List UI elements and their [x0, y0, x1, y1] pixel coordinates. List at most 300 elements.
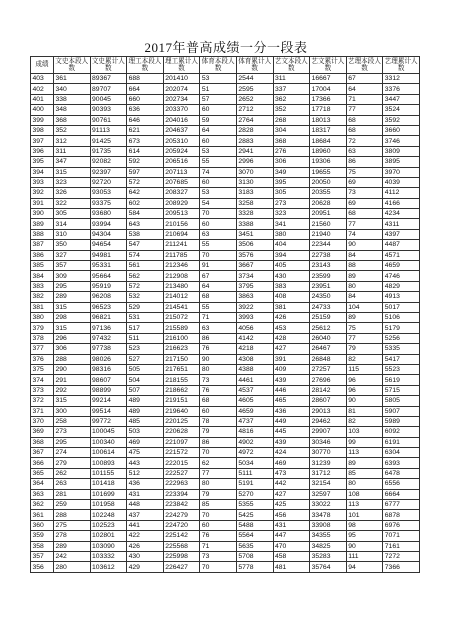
count-cell: 3746	[383, 136, 420, 146]
count-cell: 24350	[310, 292, 347, 302]
table-row	[31, 448, 420, 458]
table-row	[31, 209, 420, 219]
count-cell: 23599	[310, 271, 347, 281]
count-cell: 5635	[236, 541, 273, 551]
count-cell: 89	[346, 458, 383, 468]
count-cell: 426	[273, 312, 310, 322]
count-cell: 456	[273, 510, 310, 520]
count-cell: 94	[346, 562, 383, 572]
score-cell: 396	[31, 146, 54, 156]
count-cell: 115	[346, 364, 383, 374]
count-cell: 19655	[310, 167, 347, 177]
count-cell: 23951	[310, 281, 347, 291]
count-cell: 391	[273, 354, 310, 364]
table-row	[31, 292, 420, 302]
count-cell: 95919	[90, 281, 127, 291]
table-row	[31, 250, 420, 260]
table-row	[31, 323, 420, 333]
count-cell: 89707	[90, 84, 127, 94]
count-cell: 429	[127, 562, 164, 572]
count-cell: 3070	[236, 167, 273, 177]
count-cell: 298	[53, 312, 90, 322]
count-cell: 2941	[236, 146, 273, 156]
count-cell: 275	[53, 520, 90, 530]
count-cell: 98899	[90, 385, 127, 395]
count-cell: 442	[273, 479, 310, 489]
count-cell: 5989	[383, 416, 420, 426]
count-cell: 291	[53, 375, 90, 385]
count-cell: 63	[346, 146, 383, 156]
count-cell: 517	[127, 323, 164, 333]
count-cell: 614	[127, 146, 164, 156]
count-cell: 5488	[236, 520, 273, 530]
count-cell: 208929	[163, 198, 200, 208]
count-cell: 511	[127, 333, 164, 343]
score-cell: 357	[31, 551, 54, 561]
count-cell: 7366	[383, 562, 420, 572]
count-cell: 3576	[236, 250, 273, 260]
count-cell: 89367	[90, 74, 127, 84]
count-cell: 3388	[236, 219, 273, 229]
table-row	[31, 302, 420, 312]
count-cell: 59	[200, 115, 237, 125]
count-cell: 4737	[236, 416, 273, 426]
score-cell: 364	[31, 479, 54, 489]
count-cell: 71	[200, 312, 237, 322]
count-cell: 349	[273, 167, 310, 177]
count-cell: 54	[200, 198, 237, 208]
count-cell: 220628	[163, 427, 200, 437]
score-cell: 366	[31, 458, 54, 468]
count-cell: 90761	[90, 115, 127, 125]
count-cell: 523	[127, 344, 164, 354]
count-cell: 5106	[383, 312, 420, 322]
count-cell: 352	[53, 125, 90, 135]
count-cell: 4537	[236, 385, 273, 395]
count-cell: 3895	[383, 157, 420, 167]
score-cell: 379	[31, 323, 54, 333]
count-cell: 222527	[163, 468, 200, 478]
count-cell: 4112	[383, 188, 420, 198]
count-cell: 4659	[383, 261, 420, 271]
count-cell: 436	[127, 479, 164, 489]
count-cell: 71	[346, 94, 383, 104]
count-cell: 78	[200, 416, 237, 426]
count-cell: 93053	[90, 188, 127, 198]
count-cell: 30346	[310, 437, 347, 447]
count-cell: 592	[127, 157, 164, 167]
count-cell: 5417	[383, 354, 420, 364]
count-cell: 422	[127, 531, 164, 541]
count-cell: 6304	[383, 448, 420, 458]
count-cell: 63	[200, 229, 237, 239]
count-cell: 395	[273, 177, 310, 187]
count-cell: 208327	[163, 188, 200, 198]
count-cell: 100340	[90, 437, 127, 447]
count-cell: 446	[273, 385, 310, 395]
count-cell: 98	[346, 520, 383, 530]
count-cell: 64	[200, 125, 237, 135]
column-header: 艺理本段人数	[348, 57, 381, 72]
count-cell: 347	[53, 157, 90, 167]
count-cell: 273	[273, 198, 310, 208]
score-cell: 382	[31, 292, 54, 302]
count-cell: 79	[200, 489, 237, 499]
score-cell: 399	[31, 115, 54, 125]
count-cell: 4487	[383, 240, 420, 250]
count-cell: 242	[53, 551, 90, 561]
count-cell: 4397	[383, 229, 420, 239]
count-cell: 80	[346, 479, 383, 489]
count-cell: 5564	[236, 531, 273, 541]
count-cell: 101958	[90, 500, 127, 510]
count-cell: 4571	[383, 250, 420, 260]
count-cell: 4234	[383, 209, 420, 219]
count-cell: 32597	[310, 489, 347, 499]
count-cell: 203370	[163, 105, 200, 115]
count-cell: 348	[53, 105, 90, 115]
count-cell: 70	[200, 510, 237, 520]
count-cell: 584	[127, 209, 164, 219]
count-cell: 425	[273, 500, 310, 510]
score-cell: 367	[31, 448, 54, 458]
column-header: 体育本段人数	[201, 57, 235, 72]
count-cell: 25159	[310, 312, 347, 322]
count-cell: 4913	[383, 292, 420, 302]
count-cell: 98316	[90, 364, 127, 374]
count-cell: 3376	[383, 84, 420, 94]
count-cell: 4388	[236, 364, 273, 374]
count-cell: 99214	[90, 396, 127, 406]
count-cell: 101	[346, 510, 383, 520]
count-cell: 426	[127, 541, 164, 551]
count-cell: 73	[200, 551, 237, 561]
count-cell: 27696	[310, 375, 347, 385]
count-cell: 673	[127, 136, 164, 146]
count-cell: 219640	[163, 406, 200, 416]
count-cell: 3524	[383, 105, 420, 115]
count-cell: 84	[346, 250, 383, 260]
count-cell: 357	[53, 261, 90, 271]
table-row	[31, 551, 420, 561]
count-cell: 3809	[383, 146, 420, 156]
count-cell: 5907	[383, 406, 420, 416]
count-cell: 60	[200, 136, 237, 146]
column-header: 成绩	[31, 57, 54, 74]
count-cell: 4308	[236, 354, 273, 364]
count-cell: 108	[346, 489, 383, 499]
count-cell: 6878	[383, 510, 420, 520]
score-distribution-table	[30, 56, 420, 573]
count-cell: 688	[127, 74, 164, 84]
count-cell: 100614	[90, 448, 127, 458]
count-cell: 68	[200, 396, 237, 406]
count-cell: 94654	[90, 240, 127, 250]
count-cell: 3312	[383, 74, 420, 84]
table-header	[31, 57, 420, 74]
count-cell: 74	[346, 229, 383, 239]
count-cell: 475	[127, 448, 164, 458]
count-cell: 5335	[383, 344, 420, 354]
count-cell: 97136	[90, 323, 127, 333]
count-cell: 29462	[310, 416, 347, 426]
count-cell: 5034	[236, 458, 273, 468]
count-cell: 206516	[163, 157, 200, 167]
count-cell: 507	[127, 385, 164, 395]
count-cell: 3667	[236, 261, 273, 271]
count-cell: 572	[127, 281, 164, 291]
count-cell: 6393	[383, 458, 420, 468]
count-cell: 5256	[383, 333, 420, 343]
count-cell: 2996	[236, 157, 273, 167]
count-cell: 3328	[236, 209, 273, 219]
count-cell: 4461	[236, 375, 273, 385]
count-cell: 289	[53, 292, 90, 302]
count-cell: 273	[53, 427, 90, 437]
count-cell: 35283	[310, 551, 347, 561]
count-cell: 34825	[310, 541, 347, 551]
count-cell: 217150	[163, 354, 200, 364]
table-row	[31, 94, 420, 104]
count-cell: 5017	[383, 302, 420, 312]
count-cell: 111	[346, 551, 383, 561]
count-cell: 20951	[310, 209, 347, 219]
count-cell: 57	[200, 94, 237, 104]
count-cell: 408	[273, 292, 310, 302]
count-cell: 439	[273, 375, 310, 385]
count-cell: 503	[127, 427, 164, 437]
score-cell: 397	[31, 136, 54, 146]
count-cell: 315	[53, 323, 90, 333]
count-cell: 338	[53, 94, 90, 104]
count-cell: 218155	[163, 375, 200, 385]
count-cell: 431	[127, 489, 164, 499]
count-cell: 636	[127, 105, 164, 115]
count-cell: 77	[346, 219, 383, 229]
count-cell: 642	[127, 188, 164, 198]
count-cell: 25612	[310, 323, 347, 333]
score-cell: 361	[31, 510, 54, 520]
count-cell: 55	[200, 302, 237, 312]
table-row	[31, 136, 420, 146]
column-header: 艺文本段人数	[274, 57, 308, 72]
count-cell: 561	[127, 261, 164, 271]
count-cell: 361	[53, 74, 90, 84]
count-cell: 207113	[163, 167, 200, 177]
count-cell: 295	[53, 437, 90, 447]
count-cell: 95331	[90, 261, 127, 271]
table-row	[31, 105, 420, 115]
count-cell: 296	[53, 333, 90, 343]
count-cell: 102801	[90, 531, 127, 541]
score-cell: 376	[31, 354, 54, 364]
table-row	[31, 562, 420, 572]
count-cell: 205924	[163, 146, 200, 156]
count-cell: 268	[273, 115, 310, 125]
table-row	[31, 531, 420, 541]
count-cell: 76	[200, 344, 237, 354]
count-cell: 7272	[383, 551, 420, 561]
count-cell: 2712	[236, 105, 273, 115]
count-cell: 31239	[310, 458, 347, 468]
count-cell: 85	[346, 468, 383, 478]
count-cell: 262	[53, 468, 90, 478]
count-cell: 96	[346, 385, 383, 395]
table-body	[31, 74, 420, 573]
table-row	[31, 125, 420, 135]
count-cell: 70	[200, 448, 237, 458]
count-cell: 68	[200, 292, 237, 302]
count-cell: 69	[346, 177, 383, 187]
count-cell: 100893	[90, 458, 127, 468]
count-cell: 288	[53, 510, 90, 520]
column-header: 理工累计人数	[165, 57, 198, 72]
table-row	[31, 188, 420, 198]
count-cell: 3795	[236, 281, 273, 291]
count-cell: 4605	[236, 396, 273, 406]
score-cell: 362	[31, 500, 54, 510]
count-cell: 28142	[310, 385, 347, 395]
score-cell: 388	[31, 229, 54, 239]
count-cell: 447	[273, 531, 310, 541]
score-cell: 392	[31, 188, 54, 198]
count-cell: 202074	[163, 84, 200, 94]
count-cell: 221097	[163, 437, 200, 447]
count-cell: 214012	[163, 292, 200, 302]
count-cell: 4816	[236, 427, 273, 437]
count-cell: 79	[346, 344, 383, 354]
count-cell: 306	[53, 344, 90, 354]
count-cell: 430	[127, 551, 164, 561]
count-cell: 103090	[90, 541, 127, 551]
count-cell: 5355	[236, 500, 273, 510]
count-cell: 55	[200, 240, 237, 250]
count-cell: 4902	[236, 437, 273, 447]
count-cell: 55	[200, 157, 237, 167]
table-row	[31, 157, 420, 167]
count-cell: 20355	[310, 188, 347, 198]
count-cell: 3183	[236, 188, 273, 198]
count-cell: 3506	[236, 240, 273, 250]
table-row	[31, 510, 420, 520]
count-cell: 67	[346, 74, 383, 84]
count-cell: 86	[346, 157, 383, 167]
count-cell: 204016	[163, 115, 200, 125]
column-header: 文史本段人数	[55, 57, 89, 72]
count-cell: 323	[273, 209, 310, 219]
count-cell: 90	[200, 354, 237, 364]
count-cell: 98607	[90, 375, 127, 385]
count-cell: 88	[346, 261, 383, 271]
table-row	[31, 74, 420, 84]
count-cell: 210156	[163, 219, 200, 229]
score-cell: 380	[31, 312, 54, 322]
count-cell: 441	[127, 520, 164, 530]
count-cell: 3592	[383, 115, 420, 125]
table-row	[31, 520, 420, 530]
count-cell: 547	[127, 240, 164, 250]
header-row	[31, 57, 420, 74]
count-cell: 279	[53, 458, 90, 468]
score-cell: 389	[31, 219, 54, 229]
count-cell: 6191	[383, 437, 420, 447]
count-cell: 72	[346, 136, 383, 146]
count-cell: 80	[200, 364, 237, 374]
score-cell: 403	[31, 74, 54, 84]
count-cell: 660	[127, 94, 164, 104]
count-cell: 404	[273, 240, 310, 250]
table-row	[31, 427, 420, 437]
count-cell: 394	[273, 250, 310, 260]
count-cell: 103332	[90, 551, 127, 561]
count-cell: 210694	[163, 229, 200, 239]
count-cell: 562	[127, 271, 164, 281]
column-header: 艺理累计人数	[384, 57, 418, 72]
count-cell: 3970	[383, 167, 420, 177]
count-cell: 20628	[310, 198, 347, 208]
column-header: 理工本段人数	[128, 57, 162, 72]
count-cell: 21940	[310, 229, 347, 239]
count-cell: 4218	[236, 344, 273, 354]
count-cell: 4142	[236, 333, 273, 343]
count-cell: 5111	[236, 468, 273, 478]
count-cell: 430	[273, 271, 310, 281]
count-cell: 6664	[383, 489, 420, 499]
score-cell: 371	[31, 406, 54, 416]
count-cell: 439	[273, 437, 310, 447]
table-row	[31, 198, 420, 208]
count-cell: 96821	[90, 312, 127, 322]
table-row	[31, 364, 420, 374]
count-cell: 90393	[90, 105, 127, 115]
count-cell: 263	[53, 479, 90, 489]
count-cell: 92397	[90, 167, 127, 177]
count-cell: 60	[200, 520, 237, 530]
count-cell: 643	[127, 219, 164, 229]
count-cell: 574	[127, 250, 164, 260]
score-cell: 365	[31, 468, 54, 478]
count-cell: 80	[200, 479, 237, 489]
count-cell: 504	[127, 375, 164, 385]
count-cell: 323	[53, 177, 90, 187]
count-cell: 113	[346, 448, 383, 458]
count-cell: 4311	[383, 219, 420, 229]
count-cell: 469	[127, 437, 164, 447]
count-cell: 60	[200, 219, 237, 229]
count-cell: 97738	[90, 344, 127, 354]
count-cell: 4166	[383, 198, 420, 208]
count-cell: 469	[273, 458, 310, 468]
count-cell: 5715	[383, 385, 420, 395]
count-cell: 77	[346, 105, 383, 115]
count-cell: 63	[200, 323, 237, 333]
count-cell: 453	[273, 323, 310, 333]
count-cell: 5619	[383, 375, 420, 385]
count-cell: 201410	[163, 74, 200, 84]
count-cell: 77	[200, 468, 237, 478]
count-cell: 53	[200, 146, 237, 156]
score-cell: 377	[31, 344, 54, 354]
table-row	[31, 333, 420, 343]
count-cell: 5191	[236, 479, 273, 489]
count-cell: 326	[53, 188, 90, 198]
count-cell: 71	[200, 541, 237, 551]
table-row	[31, 437, 420, 447]
count-cell: 223842	[163, 500, 200, 510]
page-title: 2017年普高成绩一分一段表	[144, 40, 308, 55]
count-cell: 96	[346, 375, 383, 385]
count-cell: 76	[200, 531, 237, 541]
